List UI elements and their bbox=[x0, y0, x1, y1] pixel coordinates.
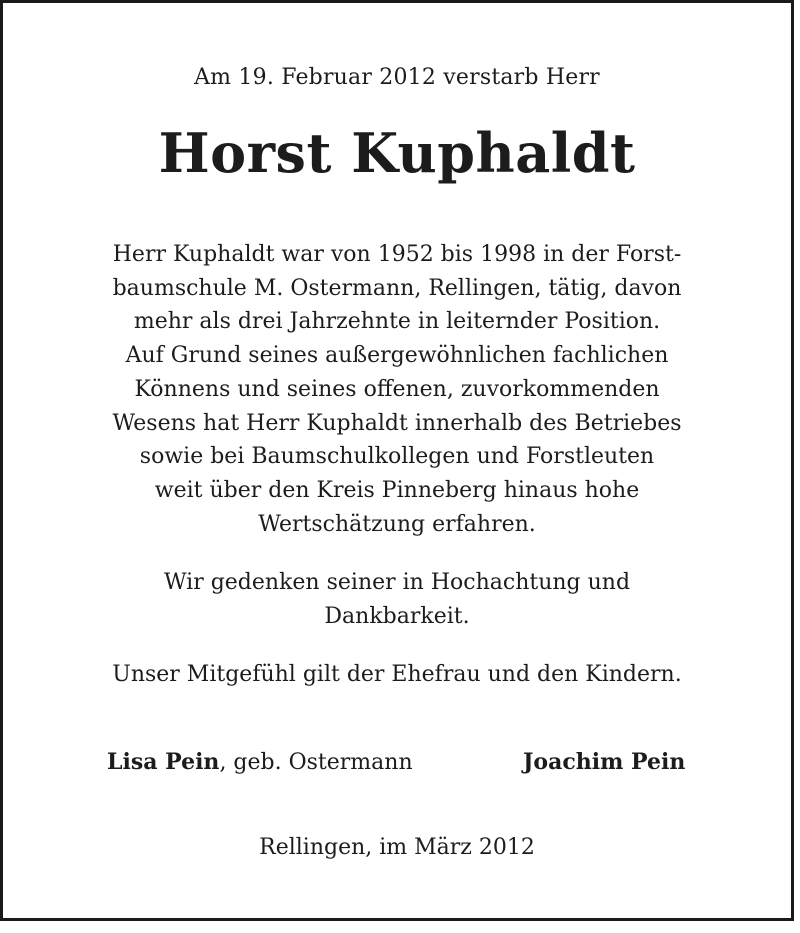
tribute-line: Könnens und seines offenen, zuvorkommenden bbox=[134, 376, 660, 402]
tribute-line: Auf Grund seines außergewöhnlichen fachlichen bbox=[125, 343, 669, 369]
signature-right-name: Joachim Pein bbox=[523, 749, 686, 775]
place-date: Rellingen, im März 2012 bbox=[259, 835, 535, 860]
intro-line: Am 19. Februar 2012 verstarb Herr bbox=[194, 65, 600, 90]
signature-left bbox=[107, 746, 413, 779]
remembrance-line: Wir gedenken seiner in Hochachtung und bbox=[163, 570, 631, 595]
tribute-line: mehr als drei Jahrzehnte in leiternder Position. bbox=[133, 309, 661, 335]
remembrance-line: Dankbarkeit. bbox=[324, 603, 470, 629]
tribute-line: baumschule M. Ostermann, Rellingen, tätig, davon bbox=[112, 275, 682, 301]
signature-left-name: Lisa Pein bbox=[107, 749, 220, 775]
tribute-line: Wesens hat Herr Kuphaldt innerhalb des Betriebes bbox=[112, 410, 682, 436]
tribute-line: Wertschätzung erfahren. bbox=[258, 511, 536, 537]
sympathy-line: Unser Mitgefühl gilt der Ehefrau und den Kindern. bbox=[112, 662, 682, 687]
remembrance-paragraph bbox=[3, 566, 791, 633]
signature-left-suffix: , geb. Ostermann bbox=[219, 750, 413, 775]
tribute-line: sowie bei Baumschulkollegen und Forstleuten bbox=[139, 444, 655, 470]
sympathy-paragraph bbox=[3, 658, 791, 692]
tribute-paragraph bbox=[3, 238, 791, 541]
tribute-line: weit über den Kreis Pinneberg hinaus hohe bbox=[154, 477, 640, 503]
tribute-line: Herr Kuphaldt war von 1952 bis 1998 in der Forst- bbox=[112, 242, 682, 267]
deceased-name: Horst Kuphaldt bbox=[158, 121, 636, 185]
